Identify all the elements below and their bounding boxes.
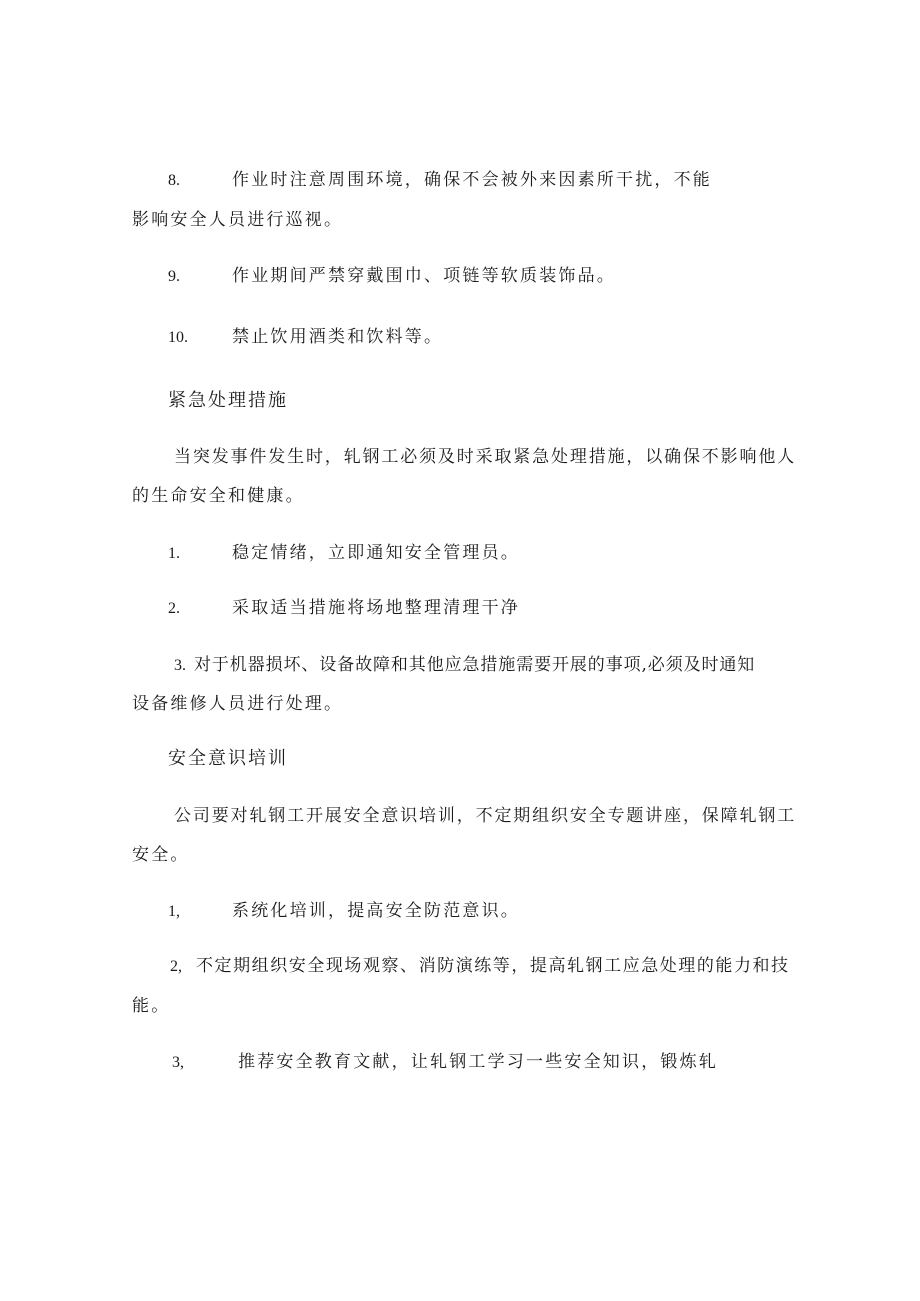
- list-item-text: 禁止饮用酒类和饮料等。: [232, 327, 444, 347]
- list-number: 9.: [168, 268, 180, 285]
- list-item-continuation: 影响安全人员进行巡视。: [132, 210, 344, 230]
- list-item-text: 不定期组织安全现场观察、消防演练等，提高轧钢工应急处理的能力和技: [196, 956, 790, 976]
- list-number: 2.: [168, 600, 180, 617]
- list-item-continuation: 能。: [132, 996, 171, 1016]
- paragraph-line: 安全。: [132, 845, 190, 865]
- list-item-text: 稳定情绪，立即通知安全管理员。: [232, 543, 520, 563]
- list-number: 2,: [170, 958, 182, 975]
- section-heading-training: 安全意识培训: [168, 748, 288, 769]
- paragraph-line: 当突发事件发生时，轧钢工必须及时采取紧急处理措施，以确保不影响他人: [174, 447, 797, 467]
- list-number: 3.: [174, 657, 186, 674]
- list-item-continuation: 设备维修人员进行处理。: [132, 694, 344, 714]
- list-number: 8.: [168, 172, 180, 189]
- list-number: 1,: [168, 903, 180, 920]
- list-number: 3,: [172, 1054, 184, 1071]
- list-item-text: 作业时注意周围环境，确保不会被外来因素所干扰，不能: [232, 170, 712, 190]
- section-heading-emergency: 紧急处理措施: [168, 390, 288, 411]
- list-number: 1.: [168, 545, 180, 562]
- list-item-text: 系统化培训，提高安全防范意识。: [232, 901, 520, 921]
- list-number: 10.: [168, 329, 188, 346]
- list-item-text: 对于机器损坏、设备故障和其他应急措施需要开展的事项,必须及时通知: [194, 655, 756, 675]
- paragraph-line: 公司要对轧钢工开展安全意识培训，不定期组织安全专题讲座，保障轧钢工: [174, 806, 797, 826]
- list-item-text: 推荐安全教育文献，让轧钢工学习一些安全知识，锻炼轧: [238, 1052, 718, 1072]
- list-item-text: 作业期间严禁穿戴围巾、项链等软质装饰品。: [232, 266, 616, 286]
- paragraph-line: 的生命安全和健康。: [132, 486, 305, 506]
- list-item-text: 采取适当措施将场地整理清理干净: [232, 598, 520, 618]
